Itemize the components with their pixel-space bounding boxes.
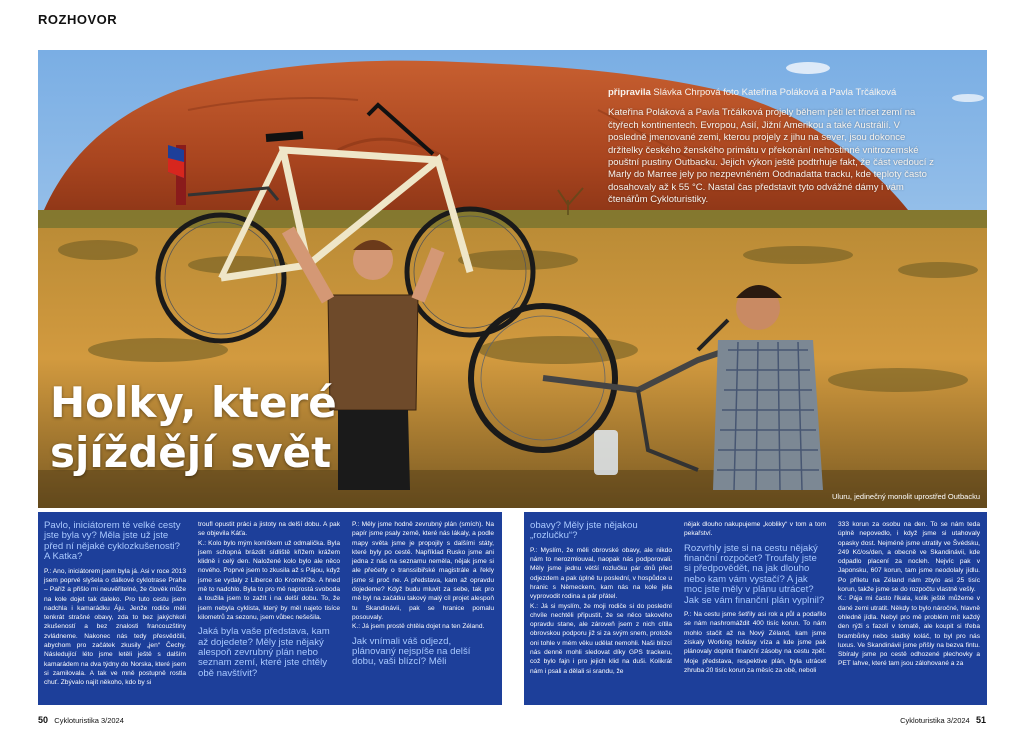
article-headline [50, 378, 350, 478]
magazine-issue-left: Cykloturistika 3/2024 [54, 716, 124, 725]
page-number-right: 51 [975, 715, 986, 725]
headline-line-2: sjíždějí svět [50, 428, 332, 477]
text-column [684, 520, 826, 675]
magazine-issue-right: Cykloturistika 3/2024 [900, 716, 970, 725]
text-column [530, 520, 672, 676]
interview-panel-left [38, 512, 502, 705]
interview-answer: P.: Ano, iniciátorem jsem byla já. Asi v roce 2013 jsem poprvé slyšela o dálkové cyklotrase Praha – Paříž a přišlo mi neuvěřitelné, že člověk může na kole dojet tak daleko. Pro tuto cestu jsem nadchla i kamarádku Áju. Jenže rodiče měli tenkrát strašné obavy, zda to bez jakýchkoli zkušeností a bez znalosti francouzštiny zvládneme. Nakonec nás tedy přesvědčili, abychom pro začátek zkusily „jen“ Čechy. Následující léto jsme letěli ještě s dalším kamarádem na dva týdny do Norska, které jsem si zamilovala. A tak ve mně postupně rostla chuť. Zbývalo najít někoho, kdo by si [44, 567, 186, 687]
interview-answer: P.: Na cestu jsme šetřily asi rok a půl a podařilo se nám nashromáždit 400 tisíc korun. To nám mohlo stačit až na Nový Zéland, kam jsme získaly Working holiday víza a kde jsme pak plánovaly doplnit finanční zásoby na cestu zpět. Moje představa, respektive plán, byla utrácet zhruba 20 tisíc korun za měsíc za obě, neboli [684, 611, 826, 674]
interview-answer: K.: Já si myslím, že moji rodiče si do poslední chvíle nechtěli připustit, že se něco takového opravdu stane, ale zároveň jsem z nich cítila obrovskou podporu již si za svým snem, protože oni tohle v mém věku udělat nemohli. Naši blízcí nás denně mohli sledovat díky GPS trackeru, což bylo fajn i pro jejich klid na duši. Kolikrát nám i psali a dělali si srandu, že [530, 602, 672, 675]
footer-right [900, 715, 986, 725]
text-column [198, 520, 340, 683]
interview-question: Jak vnímali váš odjezd, plánovaný nejspíše na delší dobu, vaši blízcí? Měli [352, 635, 471, 668]
interview-answer: troufl opustit práci a jistoty na delší dobu. A pak se objevila Káťa. [198, 521, 340, 538]
photo-caption: Uluru, jedinečný monolit uprostřed Outbacku [832, 492, 980, 501]
page-number-left: 50 [38, 715, 49, 725]
interview-answer: P.: Myslím, že měli obrovské obavy, ale nikdo nám to nerozmlouval, naopak nás podporovali. Měly jsme jednu větší rozlučku pár dnů před odjezdem a pak úplně tu poslední, v hospůdce u hranic s Německem, kam nás na kole jela vyprovodit rodina a pár přátel. [530, 546, 672, 601]
interview-answer: K.: Já jsem prostě chtěla dojet na ten Zéland. [352, 623, 485, 631]
interview-question: Pavlo, iniciátorem té velké cesty jste byla vy? Měla jste už jste před ní nějaké cyklozkušenosti? A Katka? [44, 520, 181, 563]
interview-question: Jaká byla vaše představa, kam až dojedete? Měly jste nějaký alespoň zevrubný plán nebo seznam zemí, které jste chtěly obě navštívit? [198, 626, 330, 679]
interview-answer: K.: Kolo bylo mým koníčkem už odmalička. Byla jsem schopná brázdit sídliště křížem krážem klidně i celý den. Naložené kolo bylo ale něco nového. Poprvé jsem to zkusila až s Pájou, když jsme se vydaly z Liberce do Kroměříže. A hned mě to nadchlo. Byla to pro mě naprostá svoboda a toužila jsem to zažít i na delší dobu. To, že jsem nebyla cyklista, který by měl najeto tisíce kilometrů za sezonu, jsem vůbec nešešila. [198, 539, 340, 621]
article-intro: Kateřina Poláková a Pavla Trčálková projely během pěti let třicet zemí na čtyřech kontinentech. Evropou, Asií, Jižní Amerikou a také Austrálií. V posledně jmenované zemi, kterou projely z jihu na sever, jsou dokonce držitelky českého ženského primátu v překonání nehostinné vnitrozemské pouštní pustiny Outbacku. Jejich výkon ještě podtrhuje fakt, že část vedoucí z Marly do Marree jely po nezpevněném Oodnadatta tracku, kde teploty často dosahovaly až k 55 °C. Nastal čas představit tyto odvážné dámy i vám čtenářům Cykloturistiky. [608, 107, 934, 206]
interview-answer: 333 korun za osobu na den. To se nám teda úplně nepovedlo, i když jsme si utahovaly opasky dost. Nejméně jsme utratily ve Švédsku, 249 Kč/os/den, a obecně ve Skandinávii, kde odpadlo placení za nocleh. Nejvíc pak v Japonsku, 607 korun, tam jsme neodolaly jídlu. Po příletu na Zéland nám zbylo asi 25 tisíc korun, takže jsme se do rozpočtu vlastně vešly. [838, 521, 980, 594]
interview-panel-right [524, 512, 987, 705]
interview-question: obavy? Měly jste nějakou „rozlučku“? [530, 520, 638, 542]
credits-kicker: připravila [608, 87, 651, 98]
article-credits [608, 87, 938, 207]
interview-answer: K.: Pája mi často říkala, kolik ještě můžeme v dané zemi utratit. Někdy to bylo náročné, hlavně ohledně jídla. Nebyl pro mě problém mít každý den rýži s fazolí v tomatě, ale koupit si třeba brambůrky nebo sladký koláč, to byl pro nás luxus. Ve Skandinávii jsme přišly na bezva fintu. Sbíraly jsme po cestě odhozené plechovky a PET lahve, které tam jsou zálohované a za [838, 595, 980, 668]
text-column [352, 520, 494, 672]
section-label: ROZHOVOR [38, 12, 118, 27]
interview-answer: nějak dlouho nakupujeme „kobliky“ v tom a tom pekařství. [684, 521, 826, 538]
credits-authors: Slávka Chrpová foto Kateřina Poláková a Pavla Trčálková [653, 87, 897, 98]
footer-left [38, 715, 124, 725]
interview-question: Rozvrhly jste si na cestu nějaký finanční rozpočet? Troufaly jste si předpovědět, na jak dlouho nebo kam vám vystačí? A jak moc jste měly v plánu utrácet? Jak se vám finanční plán vyplnil? [684, 542, 825, 606]
text-column [838, 520, 980, 669]
water-bottle [594, 430, 618, 475]
interview-answer: P.: Měly jsme hodně zevrubný plán (smích). Na papír jsme psaly země, které nás lákaly, a podle mapy světa jsme je propojily s dalšími státy, které byly po cestě. Například Rusko jsme ani jedna z nás na seznamu neměla, nějak jsme si ale přečetly o transsibiřské magistrále a řekly jsme si proč ne. A představa, kam až opravdu dojedeme? Když budu mluvit za sebe, tak pro mě byl na začátku takový malý cíl projet alespoň tu Skandinávii, pak se hranice pomalu posouvaly. [352, 521, 494, 621]
headline-line-1: Holky, které [50, 378, 337, 427]
text-column [44, 520, 186, 687]
